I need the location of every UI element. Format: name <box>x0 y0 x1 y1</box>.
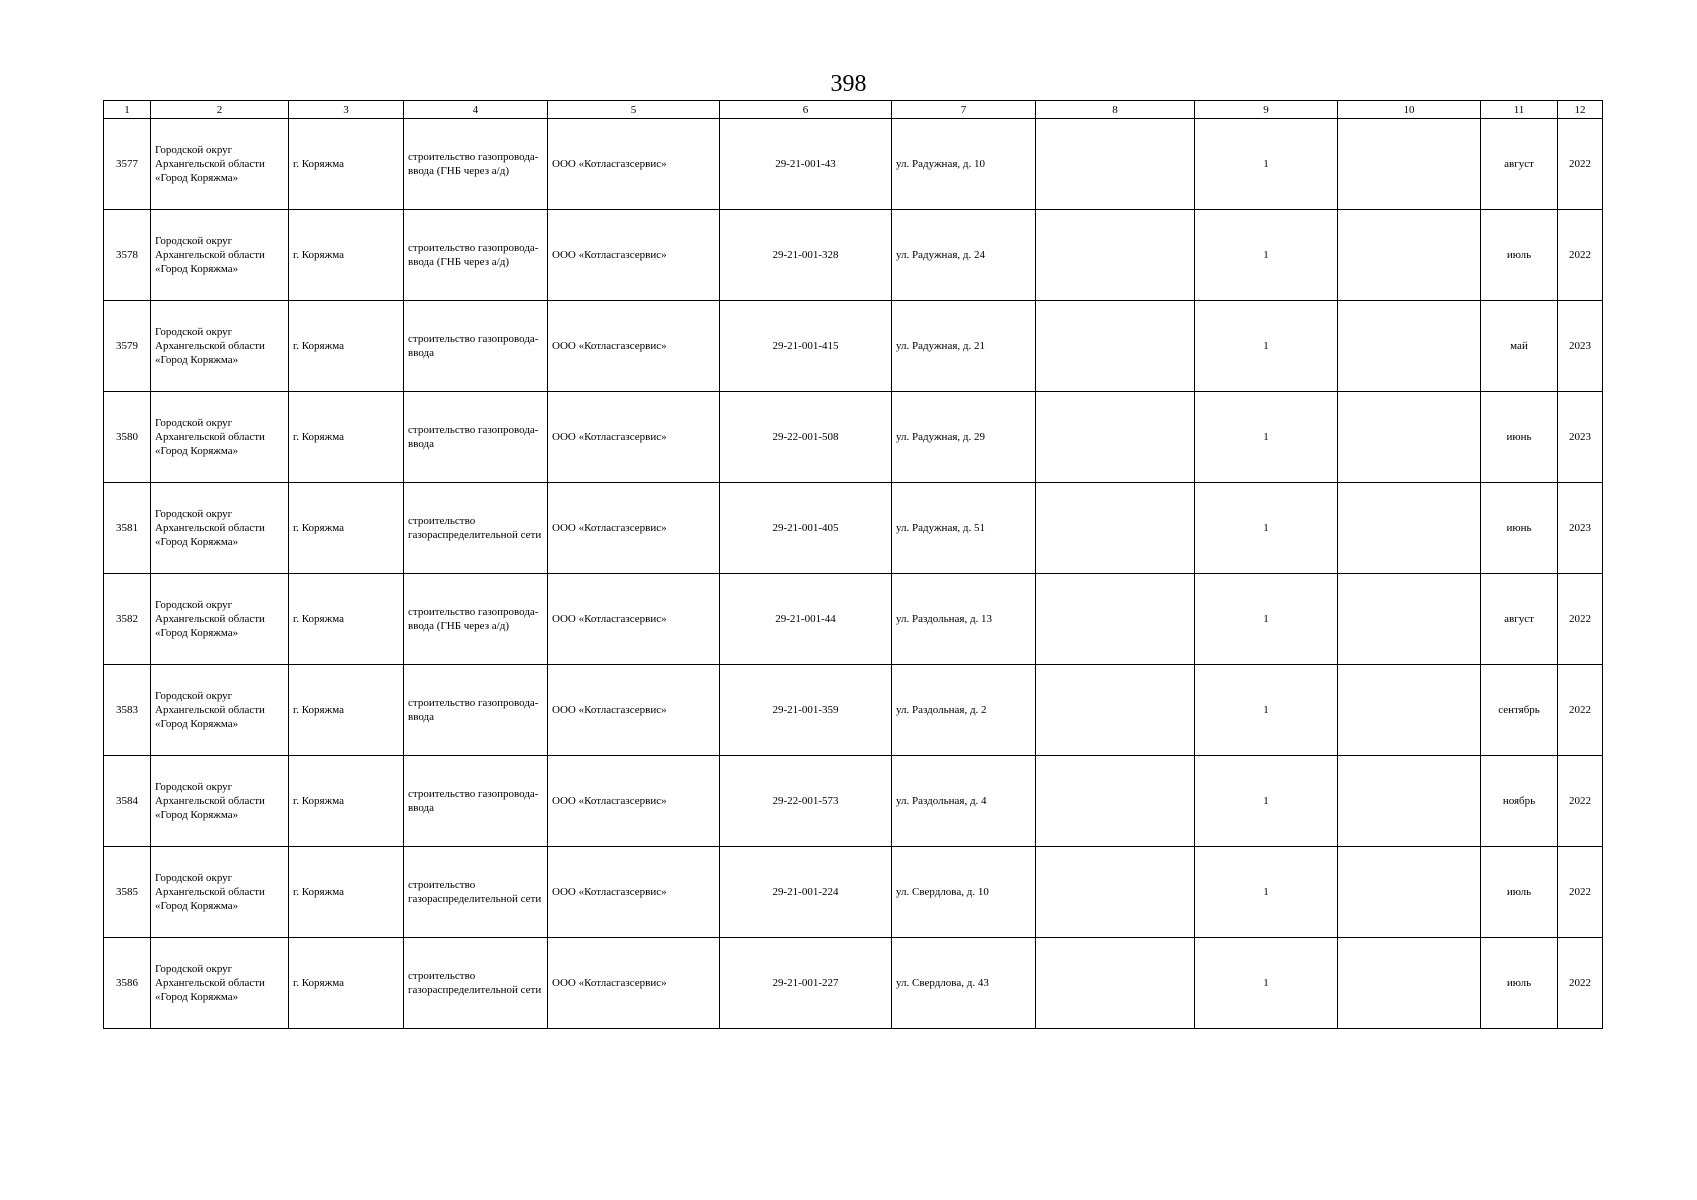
table-row <box>104 847 1603 938</box>
cell-locality: г. Коряжма <box>289 665 404 756</box>
cell-col-10 <box>1338 483 1481 574</box>
cell-month: июль <box>1481 210 1558 301</box>
table-row <box>104 756 1603 847</box>
cell-number: 3579 <box>104 301 151 392</box>
cell-month: август <box>1481 119 1558 210</box>
cell-number: 3581 <box>104 483 151 574</box>
cell-month: июль <box>1481 938 1558 1029</box>
cell-cadastral-code: 29-21-001-224 <box>720 847 892 938</box>
cell-municipality: Городской округ Архангельской области «Город Коряжма» <box>151 938 289 1029</box>
cell-quantity: 1 <box>1195 210 1338 301</box>
cell-cadastral-code: 29-21-001-359 <box>720 665 892 756</box>
cell-cadastral-code: 29-22-001-573 <box>720 756 892 847</box>
table-body <box>104 119 1603 1029</box>
column-header-5: 5 <box>548 101 720 119</box>
cell-month: июль <box>1481 847 1558 938</box>
cell-work-type: строительство газопровода-ввода <box>404 756 548 847</box>
header-row <box>104 101 1603 119</box>
cell-organization: ООО «Котласгазсервис» <box>548 574 720 665</box>
cell-year: 2023 <box>1558 483 1603 574</box>
cell-quantity: 1 <box>1195 756 1338 847</box>
cell-col-10 <box>1338 665 1481 756</box>
cell-quantity: 1 <box>1195 392 1338 483</box>
cell-municipality: Городской округ Архангельской области «Город Коряжма» <box>151 301 289 392</box>
cell-locality: г. Коряжма <box>289 938 404 1029</box>
cell-locality: г. Коряжма <box>289 210 404 301</box>
cell-cadastral-code: 29-21-001-44 <box>720 574 892 665</box>
cell-year: 2022 <box>1558 847 1603 938</box>
cell-number: 3586 <box>104 938 151 1029</box>
cell-month: май <box>1481 301 1558 392</box>
table-row <box>104 119 1603 210</box>
page-number: 398 <box>830 71 867 97</box>
cell-work-type: строительство газопровода-ввода <box>404 665 548 756</box>
cell-organization: ООО «Котласгазсервис» <box>548 665 720 756</box>
cell-organization: ООО «Котласгазсервис» <box>548 210 720 301</box>
cell-municipality: Городской округ Архангельской области «Город Коряжма» <box>151 392 289 483</box>
cell-month: ноябрь <box>1481 756 1558 847</box>
column-header-8: 8 <box>1036 101 1195 119</box>
cell-organization: ООО «Котласгазсервис» <box>548 756 720 847</box>
cell-municipality: Городской округ Архангельской области «Город Коряжма» <box>151 665 289 756</box>
cell-col-10 <box>1338 847 1481 938</box>
cell-year: 2022 <box>1558 665 1603 756</box>
cell-work-type: строительство газораспределительной сети <box>404 847 548 938</box>
cell-col-8 <box>1036 938 1195 1029</box>
cell-locality: г. Коряжма <box>289 119 404 210</box>
cell-address: ул. Радужная, д. 51 <box>892 483 1036 574</box>
cell-year: 2022 <box>1558 756 1603 847</box>
table-row <box>104 301 1603 392</box>
cell-col-10 <box>1338 392 1481 483</box>
table-row <box>104 392 1603 483</box>
column-header-12: 12 <box>1558 101 1603 119</box>
cell-col-8 <box>1036 119 1195 210</box>
cell-col-8 <box>1036 210 1195 301</box>
cell-locality: г. Коряжма <box>289 574 404 665</box>
cell-col-8 <box>1036 483 1195 574</box>
cell-locality: г. Коряжма <box>289 756 404 847</box>
cell-number: 3585 <box>104 847 151 938</box>
column-header-7: 7 <box>892 101 1036 119</box>
column-header-4: 4 <box>404 101 548 119</box>
table-row <box>104 938 1603 1029</box>
cell-locality: г. Коряжма <box>289 301 404 392</box>
cell-municipality: Городской округ Архангельской области «Город Коряжма» <box>151 119 289 210</box>
registry-table <box>103 100 1603 1029</box>
cell-year: 2022 <box>1558 119 1603 210</box>
cell-municipality: Городской округ Архангельской области «Город Коряжма» <box>151 210 289 301</box>
cell-year: 2023 <box>1558 392 1603 483</box>
cell-work-type: строительство газопровода-ввода <box>404 392 548 483</box>
cell-number: 3583 <box>104 665 151 756</box>
cell-locality: г. Коряжма <box>289 483 404 574</box>
table-header <box>104 101 1603 119</box>
cell-address: ул. Радужная, д. 29 <box>892 392 1036 483</box>
column-header-6: 6 <box>720 101 892 119</box>
cell-month: август <box>1481 574 1558 665</box>
cell-col-10 <box>1338 301 1481 392</box>
cell-address: ул. Раздольная, д. 13 <box>892 574 1036 665</box>
column-header-9: 9 <box>1195 101 1338 119</box>
cell-col-8 <box>1036 756 1195 847</box>
cell-address: ул. Свердлова, д. 10 <box>892 847 1036 938</box>
cell-number: 3584 <box>104 756 151 847</box>
table-row <box>104 574 1603 665</box>
cell-work-type: строительство газопровода-ввода (ГНБ через а/д) <box>404 574 548 665</box>
cell-cadastral-code: 29-21-001-43 <box>720 119 892 210</box>
cell-col-8 <box>1036 392 1195 483</box>
cell-work-type: строительство газораспределительной сети <box>404 938 548 1029</box>
cell-municipality: Городской округ Архангельской области «Город Коряжма» <box>151 574 289 665</box>
cell-organization: ООО «Котласгазсервис» <box>548 938 720 1029</box>
cell-work-type: строительство газопровода-ввода <box>404 301 548 392</box>
cell-quantity: 1 <box>1195 847 1338 938</box>
cell-quantity: 1 <box>1195 301 1338 392</box>
cell-col-10 <box>1338 210 1481 301</box>
cell-number: 3577 <box>104 119 151 210</box>
cell-work-type: строительство газораспределительной сети <box>404 483 548 574</box>
cell-organization: ООО «Котласгазсервис» <box>548 301 720 392</box>
cell-col-8 <box>1036 574 1195 665</box>
column-header-1: 1 <box>104 101 151 119</box>
cell-col-8 <box>1036 847 1195 938</box>
cell-cadastral-code: 29-21-001-405 <box>720 483 892 574</box>
cell-col-8 <box>1036 301 1195 392</box>
column-header-11: 11 <box>1481 101 1558 119</box>
table-row <box>104 210 1603 301</box>
cell-municipality: Городской округ Архангельской области «Город Коряжма» <box>151 756 289 847</box>
cell-cadastral-code: 29-21-001-227 <box>720 938 892 1029</box>
cell-col-10 <box>1338 119 1481 210</box>
cell-locality: г. Коряжма <box>289 847 404 938</box>
cell-month: июнь <box>1481 483 1558 574</box>
cell-address: ул. Раздольная, д. 2 <box>892 665 1036 756</box>
table-row <box>104 483 1603 574</box>
cell-address: ул. Радужная, д. 21 <box>892 301 1036 392</box>
cell-col-8 <box>1036 665 1195 756</box>
cell-col-10 <box>1338 756 1481 847</box>
cell-quantity: 1 <box>1195 483 1338 574</box>
cell-cadastral-code: 29-21-001-328 <box>720 210 892 301</box>
cell-address: ул. Радужная, д. 10 <box>892 119 1036 210</box>
cell-organization: ООО «Котласгазсервис» <box>548 847 720 938</box>
cell-work-type: строительство газопровода-ввода (ГНБ через а/д) <box>404 210 548 301</box>
cell-organization: ООО «Котласгазсервис» <box>548 392 720 483</box>
cell-quantity: 1 <box>1195 119 1338 210</box>
column-header-10: 10 <box>1338 101 1481 119</box>
cell-municipality: Городской округ Архангельской области «Город Коряжма» <box>151 847 289 938</box>
cell-address: ул. Свердлова, д. 43 <box>892 938 1036 1029</box>
cell-organization: ООО «Котласгазсервис» <box>548 483 720 574</box>
cell-address: ул. Раздольная, д. 4 <box>892 756 1036 847</box>
cell-municipality: Городской округ Архангельской области «Город Коряжма» <box>151 483 289 574</box>
cell-address: ул. Радужная, д. 24 <box>892 210 1036 301</box>
column-header-2: 2 <box>151 101 289 119</box>
cell-number: 3582 <box>104 574 151 665</box>
cell-organization: ООО «Котласгазсервис» <box>548 119 720 210</box>
cell-number: 3578 <box>104 210 151 301</box>
cell-year: 2022 <box>1558 210 1603 301</box>
table-row <box>104 665 1603 756</box>
cell-locality: г. Коряжма <box>289 392 404 483</box>
cell-cadastral-code: 29-21-001-415 <box>720 301 892 392</box>
cell-quantity: 1 <box>1195 938 1338 1029</box>
cell-number: 3580 <box>104 392 151 483</box>
cell-quantity: 1 <box>1195 665 1338 756</box>
cell-year: 2023 <box>1558 301 1603 392</box>
column-header-3: 3 <box>289 101 404 119</box>
cell-cadastral-code: 29-22-001-508 <box>720 392 892 483</box>
cell-col-10 <box>1338 574 1481 665</box>
cell-year: 2022 <box>1558 574 1603 665</box>
cell-month: июнь <box>1481 392 1558 483</box>
cell-year: 2022 <box>1558 938 1603 1029</box>
cell-col-10 <box>1338 938 1481 1029</box>
cell-quantity: 1 <box>1195 574 1338 665</box>
cell-month: сентябрь <box>1481 665 1558 756</box>
cell-work-type: строительство газопровода-ввода (ГНБ через а/д) <box>404 119 548 210</box>
